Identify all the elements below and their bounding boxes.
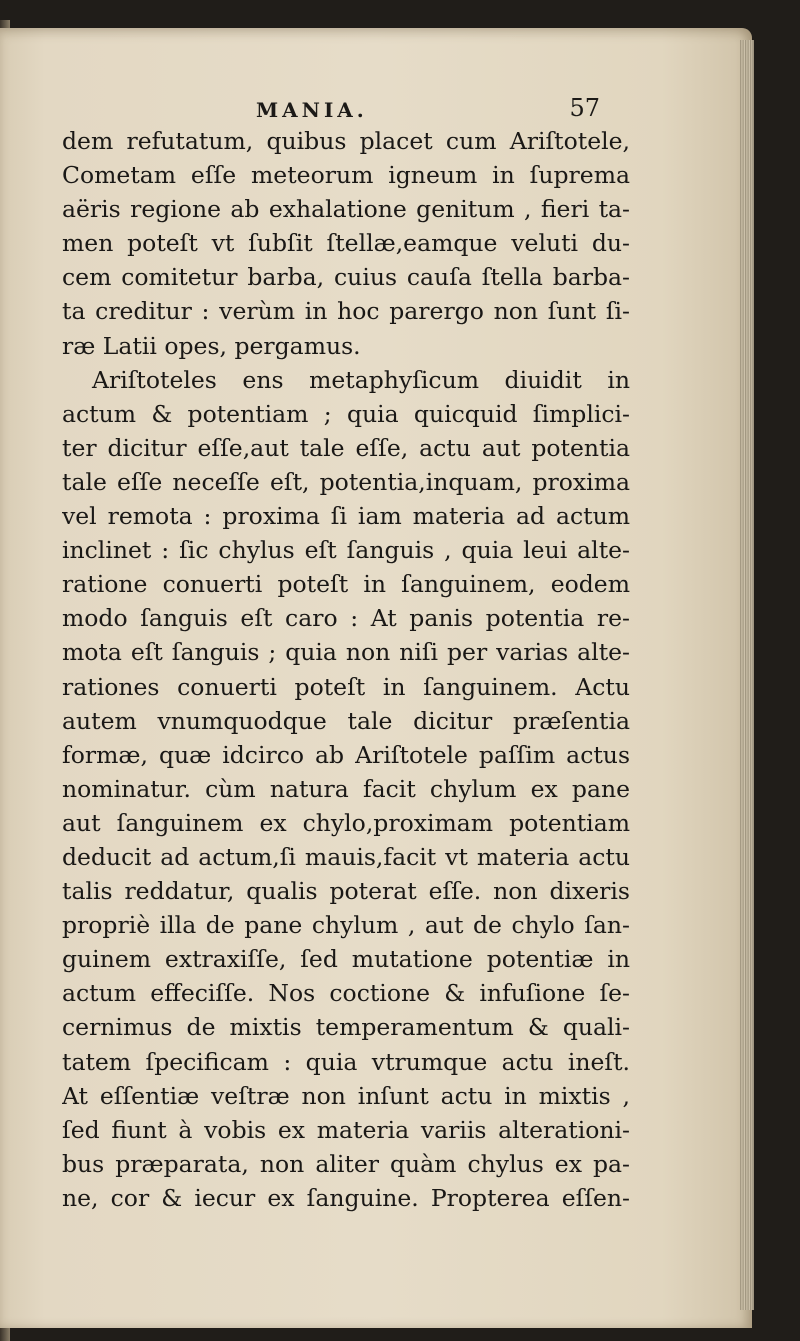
body-text xyxy=(62,124,630,1215)
text-line: inclinet : ſic chylus eſt ſanguis , quia leui alte- xyxy=(62,536,630,565)
text-line: bus præparata, non aliter quàm chylus ex pa- xyxy=(62,1149,630,1178)
text-line: rationes conuerti poteſt in ſanguinem. Actu xyxy=(62,672,630,701)
running-head xyxy=(60,92,600,128)
text-line: actum effeciſſe. Nos coctione & infuſione ſe- xyxy=(62,979,630,1008)
text-line: Cometam eſſe meteorum igneum in ſuprema xyxy=(62,161,630,190)
text-line: propriè illa de pane chylum , aut de chylo ſan- xyxy=(62,911,630,940)
text-line: formæ, quæ idcirco ab Ariſtotele paſſim actus xyxy=(62,740,630,769)
text-line: aëris regione ab exhalatione genitum , fieri ta- xyxy=(62,195,630,224)
text-line: ræ Latii opes, pergamus. xyxy=(62,331,361,360)
running-title: MANIA. xyxy=(256,98,368,122)
text-line: tale eſſe neceſſe eſt, potentia,inquam, proxima xyxy=(62,467,630,496)
page-edge-stack xyxy=(740,40,754,1310)
text-line: dem refutatum, quibus placet cum Ariſtotele, xyxy=(62,127,630,155)
text-line: At eſſentiæ veſtræ non inſunt actu in mixtis , xyxy=(62,1081,630,1110)
text-line: talis reddatur, qualis poterat eſſe. non dixeris xyxy=(62,877,630,906)
text-line: vel remota : proxima ſi iam materia ad actum xyxy=(62,502,630,531)
text-line: guinem extraxiſſe, ſed mutatione potentiæ in xyxy=(62,945,630,974)
text-line: ratione conuerti poteſt in ſanguinem, eodem xyxy=(62,570,630,599)
text-line: actum & potentiam ; quia quicquid ſimplici- xyxy=(62,399,630,428)
text-line: men poteſt vt ſubſit ſtellæ,eamque veluti du- xyxy=(62,229,630,258)
text-line: ter dicitur eſſe,aut tale eſſe, actu aut potentia xyxy=(62,433,630,462)
text-line: tatem ſpecificam : quia vtrumque actu ineſt. xyxy=(62,1047,630,1076)
text-line: ſed fiunt à vobis ex materia variis alterationi- xyxy=(62,1115,630,1144)
page-number: 57 xyxy=(569,94,600,122)
text-line: ne, cor & iecur ex ſanguine. Propterea eſſen- xyxy=(62,1183,630,1212)
text-line: mota eſt ſanguis ; quia non niſi per varias alte- xyxy=(62,638,630,667)
text-line: aut ſanguinem ex chylo,proximam potentiam xyxy=(62,808,630,837)
text-line: cem comitetur barba, cuius cauſa ſtella barba- xyxy=(62,263,630,292)
text-line: ta creditur : verùm in hoc parergo non ſunt ſi- xyxy=(62,297,630,326)
text-line: deducit ad actum,ſi mauis,facit vt materia actu xyxy=(62,842,630,871)
text-line: modo ſanguis eſt caro : At panis potentia re- xyxy=(62,604,630,633)
text-line: autem vnumquodque tale dicitur præſentia xyxy=(62,706,630,735)
text-line: Ariſtoteles ens metaphyſicum diuidit in xyxy=(92,365,630,394)
text-line: cernimus de mixtis temperamentum & quali- xyxy=(62,1013,630,1042)
text-line: nominatur. cùm natura facit chylum ex pane xyxy=(62,774,630,803)
